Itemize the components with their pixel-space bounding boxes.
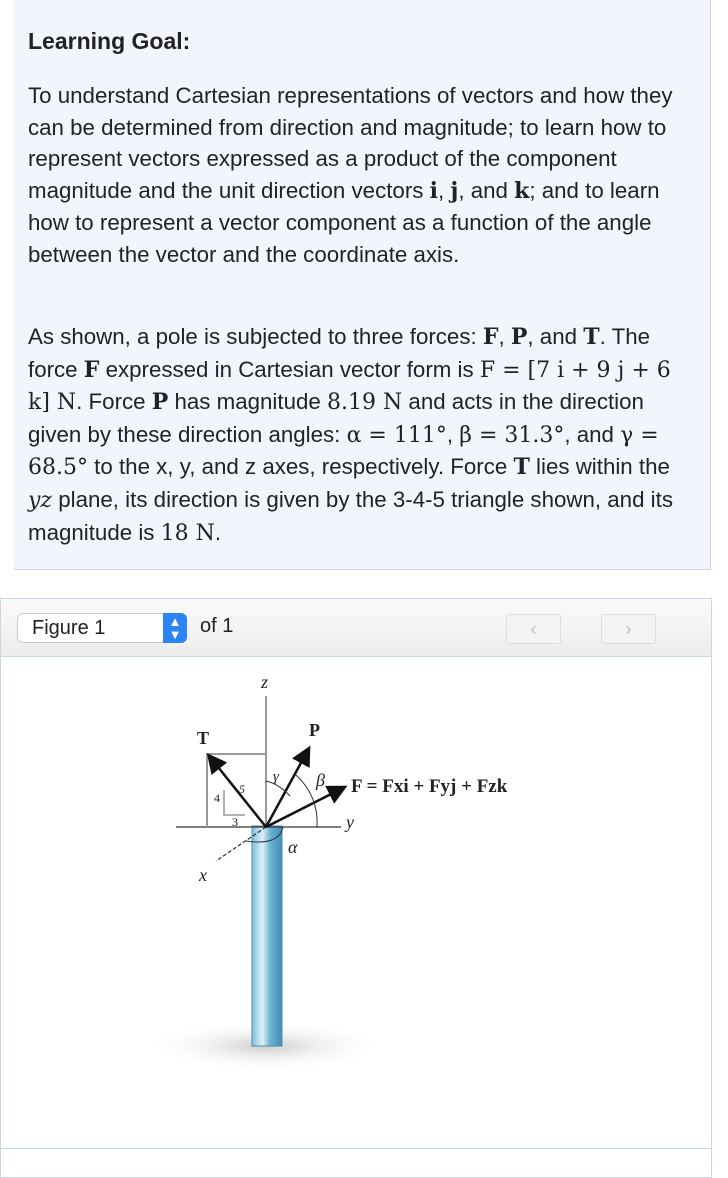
label-y: y (346, 812, 354, 832)
chevron-updown-icon[interactable]: ▲ ▼ (163, 613, 187, 643)
text: . The force (28, 324, 651, 382)
label-x: x (199, 865, 207, 885)
text: , (498, 324, 511, 349)
divider (0, 1148, 712, 1149)
force-T: T (583, 324, 600, 350)
unit-k: k (514, 177, 530, 204)
pole (252, 826, 282, 1046)
text: and acts in the direction given by these direction angles: (28, 389, 644, 447)
text: , and (564, 421, 621, 447)
label-P: P (309, 720, 320, 740)
label-T: T (197, 728, 210, 748)
text: has magnitude (168, 389, 327, 415)
yz-plane: yz (28, 487, 53, 513)
P-magnitude: 8.19 N (326, 390, 403, 416)
prev-figure-button[interactable]: ‹ (506, 614, 561, 644)
label-z: z (261, 672, 269, 692)
T-magnitude: 18 N (160, 520, 215, 546)
unit-j: j (450, 177, 459, 204)
text: As shown, a pole is subjected to three forces: (28, 324, 483, 349)
label-beta: β (316, 770, 325, 790)
beta-value: β = 31.3° (459, 422, 565, 448)
label-gamma: γ (273, 769, 279, 785)
label-4: 4 (214, 791, 220, 805)
text: , and (527, 324, 584, 349)
text: lies within the (529, 454, 670, 480)
label-3: 3 (232, 815, 238, 829)
learning-goal-text (28, 80, 688, 271)
force-diagram (1, 656, 711, 1146)
next-figure-button[interactable]: › (601, 614, 656, 644)
gamma-value: γ = 68.5° (28, 422, 659, 481)
force-P: P (151, 389, 169, 416)
text: . Force (76, 389, 152, 415)
figure-panel (0, 598, 712, 1178)
text: plane, its direction is given by the 3-4-5 triangle shown, and its magnitude is (28, 486, 673, 545)
figure-toolbar (1, 599, 711, 657)
force-T: T (513, 454, 530, 481)
beta-arc (295, 774, 317, 827)
learning-goal-title: Learning Goal: (28, 28, 191, 54)
text: To understand Cartesian representations of vectors and how they can be determined from direction and magnitude; to learn how to represent vectors expressed as a product of the component magnitude and the unit direction vectors (28, 83, 673, 203)
text: . (214, 519, 222, 545)
text: , (446, 421, 460, 447)
alpha-value: α = 111° (346, 422, 447, 448)
figure-count: of 1 (200, 615, 234, 637)
force-F-equation-label: F = Fxi + Fyj + Fzk (351, 776, 508, 797)
force-F: F (83, 356, 100, 383)
problem-statement (28, 321, 688, 549)
text: , and (458, 177, 515, 203)
figure-select-value: Figure 1 (32, 617, 106, 639)
text: , (437, 177, 451, 203)
unit-i: i (429, 177, 438, 204)
label-alpha: α (288, 837, 298, 857)
force-P: P (510, 324, 528, 350)
text: to the x, y, and z axes, respectively. Force (87, 454, 514, 480)
force-F: F (482, 324, 499, 350)
text: expressed in Cartesian vector form is (99, 356, 480, 382)
text: ; and to learn how to represent a vector component as a function of the angle between the vector and the coordinate axis. (28, 177, 660, 267)
force-F-equation: F = [7 i + 9 j + 6 k] N (28, 357, 671, 416)
label-5: 5 (239, 782, 245, 796)
figure-select[interactable] (17, 613, 187, 643)
learning-goal-panel (14, 0, 711, 570)
